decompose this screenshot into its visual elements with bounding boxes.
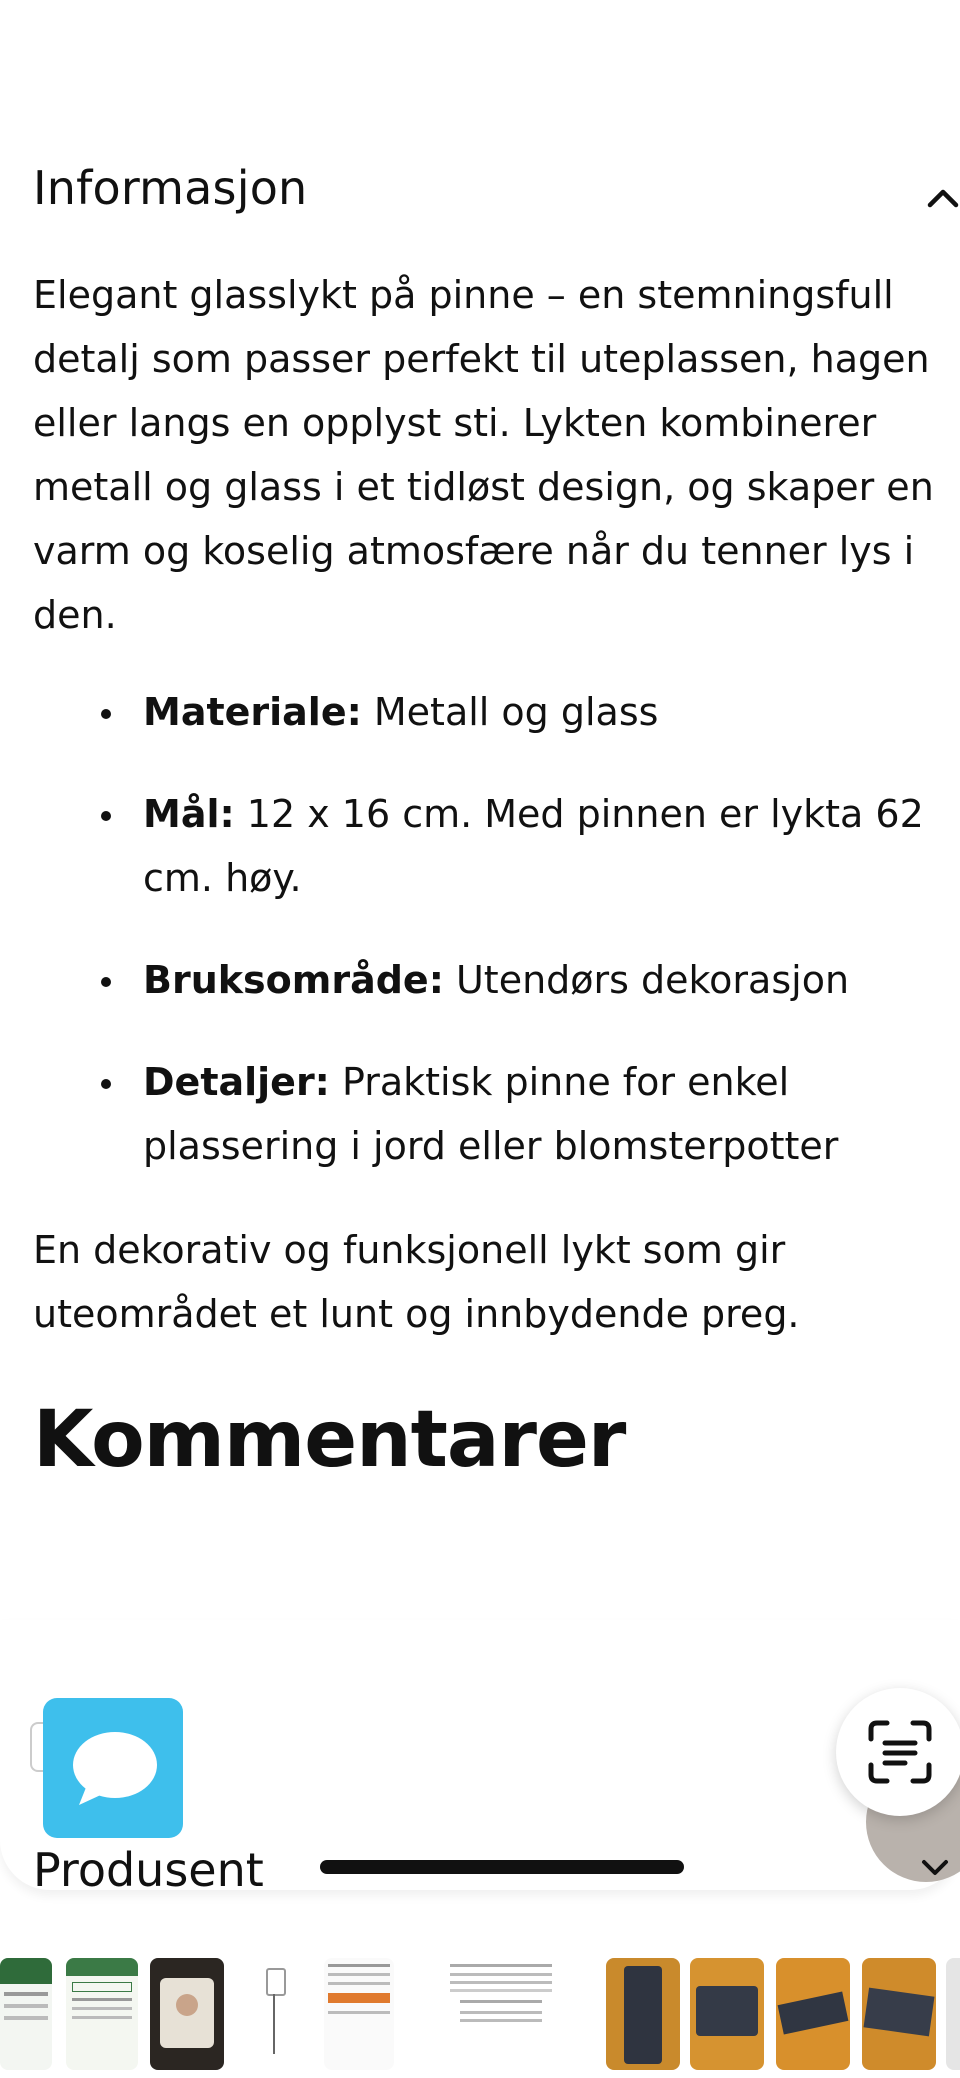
produsent-section-title[interactable]: Produsent bbox=[33, 1843, 264, 1897]
thumbnail[interactable] bbox=[690, 1958, 764, 2070]
app-switcher-thumbnails bbox=[0, 1940, 960, 2078]
thumbnail[interactable] bbox=[150, 1958, 224, 2070]
chevron-down-icon[interactable] bbox=[920, 1852, 950, 1882]
spec-item-size bbox=[33, 782, 933, 910]
thumbnail[interactable] bbox=[66, 1958, 138, 2070]
text-scan-button[interactable] bbox=[836, 1688, 960, 1816]
scan-text-icon bbox=[865, 1717, 935, 1787]
spec-value: Utendørs dekorasjon bbox=[443, 958, 850, 1002]
thumbnail[interactable] bbox=[862, 1958, 936, 2070]
spec-label: Mål: bbox=[143, 792, 235, 836]
chevron-up-icon[interactable] bbox=[926, 181, 960, 215]
thumbnail[interactable] bbox=[606, 1958, 680, 2070]
thumbnail[interactable] bbox=[238, 1958, 312, 2070]
spec-item-material bbox=[33, 680, 933, 744]
thumbnail[interactable] bbox=[0, 1958, 52, 2070]
spec-value: Metall og glass bbox=[361, 690, 659, 734]
chat-button[interactable] bbox=[43, 1698, 183, 1838]
product-description: Elegant glasslykt på pinne – en stemningsfull detalj som passer perfekt til uteplassen, hagen eller langs en opplyst sti. Lykten kombinerer metall og glass i et tidløst design, og skaper en varm og koselig atmosfære når du tenner lys i den. bbox=[33, 273, 934, 637]
spec-value: 12 x 16 cm. Med pinnen er lykta 62 cm. høy. bbox=[143, 792, 924, 900]
comments-heading: Kommentarer bbox=[33, 1395, 626, 1485]
spec-item-details bbox=[33, 1050, 933, 1178]
thumbnail[interactable] bbox=[324, 1958, 394, 2070]
info-section-header[interactable] bbox=[33, 148, 960, 228]
home-indicator[interactable] bbox=[320, 1860, 684, 1874]
spec-label: Detaljer: bbox=[143, 1060, 330, 1104]
closing-text: En dekorativ og funksjonell lykt som gir uteområdet et lunt og innbydende preg. bbox=[33, 1228, 800, 1336]
thumbnail[interactable] bbox=[946, 1958, 960, 2070]
thumbnail[interactable] bbox=[776, 1958, 850, 2070]
thumbnail[interactable] bbox=[446, 1958, 556, 2070]
chat-bubble-icon bbox=[65, 1723, 161, 1813]
spec-label: Bruksområde: bbox=[143, 958, 444, 1002]
spec-item-usage bbox=[33, 948, 933, 1012]
spec-list bbox=[33, 680, 933, 1216]
spec-value: Praktisk pinne for enkel plassering i jord eller blomsterpotter bbox=[143, 1060, 839, 1168]
info-section-title: Informasjon bbox=[33, 161, 308, 215]
spec-label: Materiale: bbox=[143, 690, 362, 734]
